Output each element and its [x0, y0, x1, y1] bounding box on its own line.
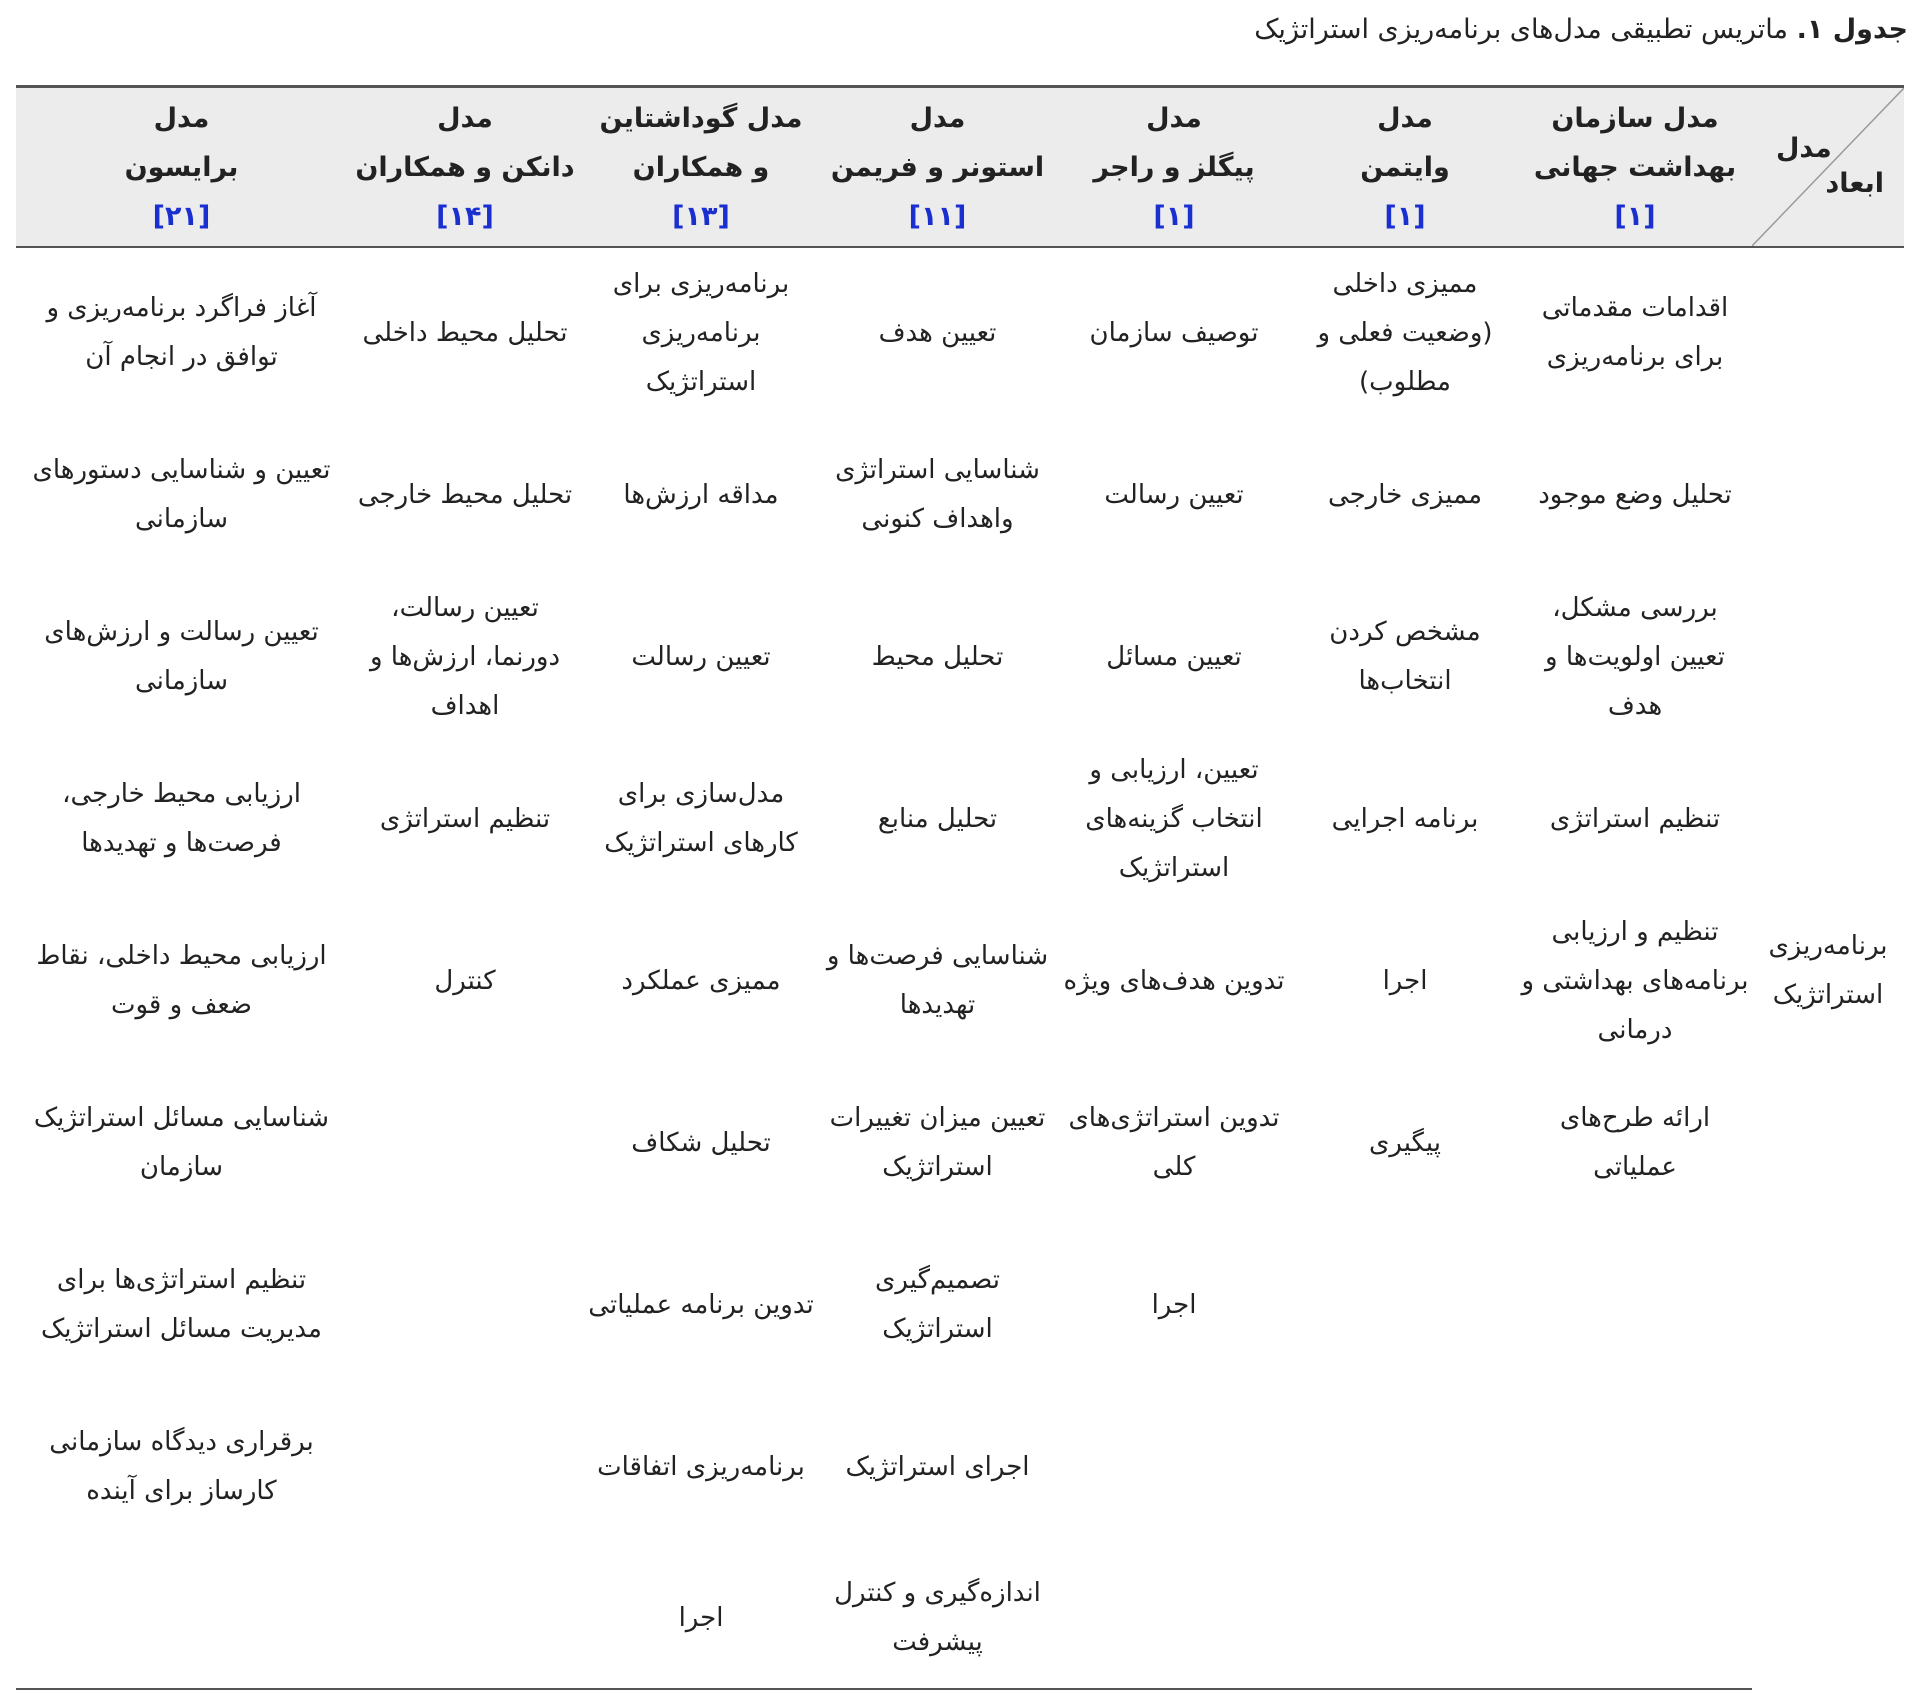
table-header-row — [16, 87, 1904, 248]
table-cell: ارائه طرح‌های عملیاتی — [1559, 1103, 1711, 1182]
model-header-who: مدل سازمان بهداشت جهانی [۱] — [1518, 87, 1752, 248]
table-row — [16, 414, 1904, 576]
citation-link[interactable]: [۱] — [1614, 200, 1656, 232]
table-cell — [347, 1548, 583, 1689]
table-cell: تنظیم و ارزیابی برنامه‌های بهداشتی و درمانی — [1521, 916, 1749, 1045]
table-cell: تحلیل محیط خارجی — [357, 479, 573, 510]
table-cell: آغاز فراگرد برنامه‌ریزی و توافق در انجام آن — [46, 293, 317, 372]
table-row — [16, 1224, 1904, 1386]
table-cell: تدوین استراتژی‌های کلی — [1068, 1103, 1280, 1182]
corner-header-cell — [1752, 87, 1904, 248]
table-cell: تعیین، ارزیابی و انتخاب گزینه‌های استراتژیک — [1085, 754, 1263, 883]
model-header-bryson: مدل برایسون [۲۱] — [16, 87, 347, 248]
table-cell — [1292, 1386, 1518, 1548]
model-header-pfeiffer: مدل پیگلز و راجر [۱] — [1056, 87, 1292, 248]
table-cell: اجرا — [1151, 1289, 1197, 1320]
caption-title: ماتریس تطبیقی مدل‌های برنامه‌ریزی استراتژیک — [1254, 14, 1788, 45]
table-row — [16, 900, 1904, 1062]
table-cell: برنامه‌ریزی اتفاقات — [597, 1451, 805, 1482]
table-cell: بررسی مشکل، تعیین اولویت‌ها و هدف — [1545, 592, 1725, 721]
table-cell: برقراری دیدگاه سازمانی کارساز برای آینده — [49, 1427, 314, 1506]
table-cell — [347, 1386, 583, 1548]
table-cell: اندازه‌گیری و کنترل پیشرفت — [819, 1548, 1056, 1689]
table-cell: ارزیابی محیط خارجی، فرصت‌ها و تهدیدها — [62, 779, 301, 858]
table-cell: تنظیم استراتژی — [379, 803, 551, 834]
table-cell: اجرای استراتژیک — [845, 1451, 1030, 1482]
comparison-matrix-table — [16, 85, 1904, 1690]
table-cell: اجرا — [1382, 965, 1428, 996]
citation-link[interactable]: [۱۳] — [672, 200, 730, 232]
table-cell: برنامه‌ریزی برای برنامه‌ریزی استراتژیک — [612, 268, 790, 397]
citation-link[interactable]: [۱] — [1153, 200, 1195, 232]
model-header-whiteman: مدل وایتمن [۱] — [1292, 87, 1518, 248]
table-cell: تعیین رسالت و ارزش‌های سازمانی — [44, 617, 319, 696]
table-cell: تعیین میزان تغییرات استراتژیک — [829, 1103, 1046, 1182]
citation-link[interactable]: [۱] — [1384, 200, 1426, 232]
table-body — [16, 247, 1904, 1689]
table-cell: اجرا — [583, 1548, 819, 1689]
caption-label: جدول ۱. — [1796, 14, 1908, 45]
model-header-goodstein: مدل گوداشتاین و همکاران [۱۳] — [583, 87, 819, 248]
table-row — [16, 1386, 1904, 1548]
table-row — [16, 1062, 1904, 1224]
table-cell: شناسایی فرصت‌ها و تهدیدها — [826, 941, 1049, 1020]
table-cell — [1518, 1548, 1752, 1689]
table-cell: تعیین و شناسایی دستورهای سازمانی — [32, 455, 331, 534]
table-cell: تحلیل محیط داخلی — [362, 317, 568, 348]
table-cell: مداقه ارزش‌ها — [623, 479, 779, 510]
table-row — [16, 247, 1904, 414]
table-caption — [1254, 14, 1908, 45]
table-cell: اقدامات مقدماتی برای برنامه‌ریزی — [1541, 293, 1729, 372]
table-cell — [1056, 1548, 1292, 1689]
table-cell: تعیین مسائل — [1106, 641, 1242, 672]
dimension-cell: برنامه‌ریزی استراتژیک — [1768, 930, 1888, 1010]
table-cell: تعیین هدف — [878, 317, 997, 348]
citation-link[interactable]: [۱۱] — [908, 200, 967, 232]
table-cell: ممیزی داخلی (وضعیت فعلی و مطلوب) — [1317, 268, 1493, 397]
table-cell — [16, 1548, 347, 1689]
table-cell: کنترل — [434, 965, 496, 996]
table-cell: برنامه اجرایی — [1331, 803, 1479, 834]
table-cell: تنظیم استراتژی — [1549, 803, 1721, 834]
table-cell: شناسایی استراتژی واهداف کنونی — [835, 455, 1040, 534]
table-row — [16, 576, 1904, 738]
citation-link[interactable]: [۲۱] — [152, 200, 211, 232]
corner-dimensions-label: ابعاد — [1825, 168, 1884, 199]
table-cell — [1518, 1386, 1752, 1548]
table-row — [16, 1548, 1904, 1689]
table-cell: تعیین رسالت — [631, 641, 771, 672]
table-cell: تدوین هدف‌های ویژه — [1063, 965, 1285, 996]
table-cell: تحلیل محیط — [871, 641, 1004, 672]
table-cell: تعیین رسالت، دورنما، ارزش‌ها و اهداف — [369, 592, 561, 721]
table-cell: تعیین رسالت — [1104, 479, 1244, 510]
table-cell: تحلیل وضع موجود — [1538, 479, 1732, 510]
table-cell: ممیزی خارجی — [1327, 479, 1483, 510]
table-cell — [1292, 1548, 1518, 1689]
table-row — [16, 738, 1904, 900]
model-header-duncan: مدل دانکن و همکاران [۱۴] — [347, 87, 583, 248]
table-cell: مشخص کردن انتخاب‌ها — [1329, 617, 1481, 696]
table-cell — [347, 1062, 583, 1224]
table-cell: شناسایی مسائل استراتژیک سازمان — [33, 1103, 330, 1182]
table-cell: تصمیم‌گیری استراتژیک — [875, 1265, 1000, 1344]
table-cell: توصیف سازمان — [1089, 317, 1259, 348]
table-cell — [1056, 1386, 1292, 1548]
table-cell: ممیزی عملکرد — [621, 965, 781, 996]
table-cell — [1292, 1224, 1518, 1386]
table-cell — [347, 1224, 583, 1386]
citation-link[interactable]: [۱۴] — [436, 200, 494, 232]
table-cell: ارزیابی محیط داخلی، نقاط ضعف و قوت — [36, 941, 327, 1020]
table-cell: تنظیم استراتژی‌ها برای مدیریت مسائل استراتژیک — [41, 1265, 322, 1344]
table-cell: پیگیری — [1369, 1127, 1441, 1158]
table-cell: تحلیل منابع — [877, 803, 998, 834]
table-cell — [1518, 1224, 1752, 1386]
table-cell: تحلیل شکاف — [631, 1127, 771, 1158]
table-cell: تدوین برنامه عملیاتی — [588, 1289, 814, 1320]
model-header-stoner: مدل استونر و فریمن [۱۱] — [819, 87, 1056, 248]
table-cell: مدل‌سازی برای کارهای استراتژیک — [604, 779, 798, 858]
corner-model-label: مدل — [1776, 133, 1832, 164]
